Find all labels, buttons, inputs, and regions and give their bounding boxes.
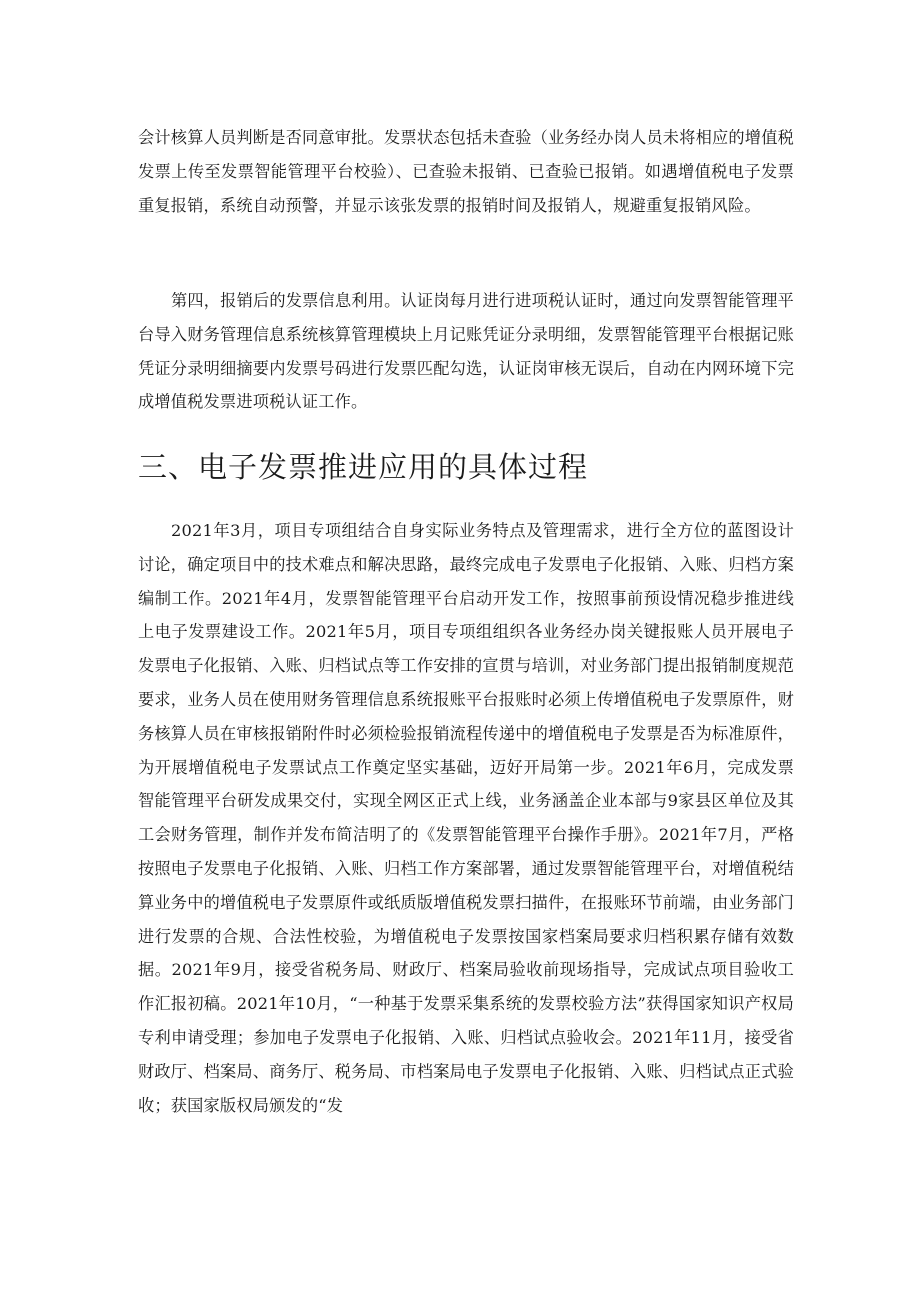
paragraph-approval-status: 会计核算人员判断是否同意审批。发票状态包括未查验（业务经办岗人员未将相应的增值税发票上传至发票智能管理平台校验）、已查验未报销、已查验已报销。如遇增值税电子发票重复报销，系统自动预警，并显示该张发票的报销时间及报销人，规避重复报销风险。 [138, 128, 794, 215]
section-heading: 三、电子发票推进应用的具体过程 [138, 450, 589, 484]
paragraph-fourth-invoice-use: 第四，报销后的发票信息利用。认证岗每月进行进项税认证时，通过向发票智能管理平台导入财务管理信息系统核算管理模块上月记账凭证分录明细，发票智能管理平台根据记账凭证分录明细摘要内发票号码进行发票匹配勾选，认证岗审核无误后，自动在内网环境下完成增值税发票进项税认证工作。 [138, 291, 794, 412]
paragraph-process-timeline: 2021年3月，项目专项组结合自身实际业务特点及管理需求，进行全方位的蓝图设计讨论，确定项目中的技术难点和解决思路，最终完成电子发票电子化报销、入账、归档方案编制工作。2021年4月，发票智能管理平台启动开发工作，按照事前预设情况稳步推进线上电子发票建设工作。2021年5月，项目专项组组织各业务经办岗关键报账人员开展电子发票电子化报销、入账、归档试点等工作安排的宣贯与培训，对业务部门提出报销制度规范要求，业务人员在使用财务管理信息系统报账平台报账时必须上传增值税电子发票原件，财务核算人员在审核报销附件时必须检验报销流程传递中的增值税电子发票是否为标准原件，为开展增值税电子发票试点工作奠定坚实基础，迈好开局第一步。2021年6月，完成发票智能管理平台研发成果交付，实现全网区正式上线，业务涵盖企业本部与9家县区单位及其工会财务管理，制作并发布简洁明了的《发票智能管理平台操作手册》。2021年7月，严格按照电子发票电子化报销、入账、归档工作方案部署，通过发票智能管理平台，对增值税结算业务中的增值税电子发票原件或纸质版增值税发票扫描件，在报账环节前端，由业务部门进行发票的合规、合法性校验，为增值税电子发票按国家档案局要求归档积累存储有效数据。2021年9月，接受省税务局、财政厅、档案局验收前现场指导，完成试点项目验收工作汇报初稿。2021年10月，“一种基于发票采集系统的发票校验方法”获得国家知识产权局专利申请受理；参加电子发票电子化报销、入账、归档试点验收会。2021年11月，接受省财政厅、档案局、商务厅、税务局、市档案局电子发票电子化报销、入账、归档试点正式验收；获国家版权局颁发的“发 [138, 521, 794, 1115]
